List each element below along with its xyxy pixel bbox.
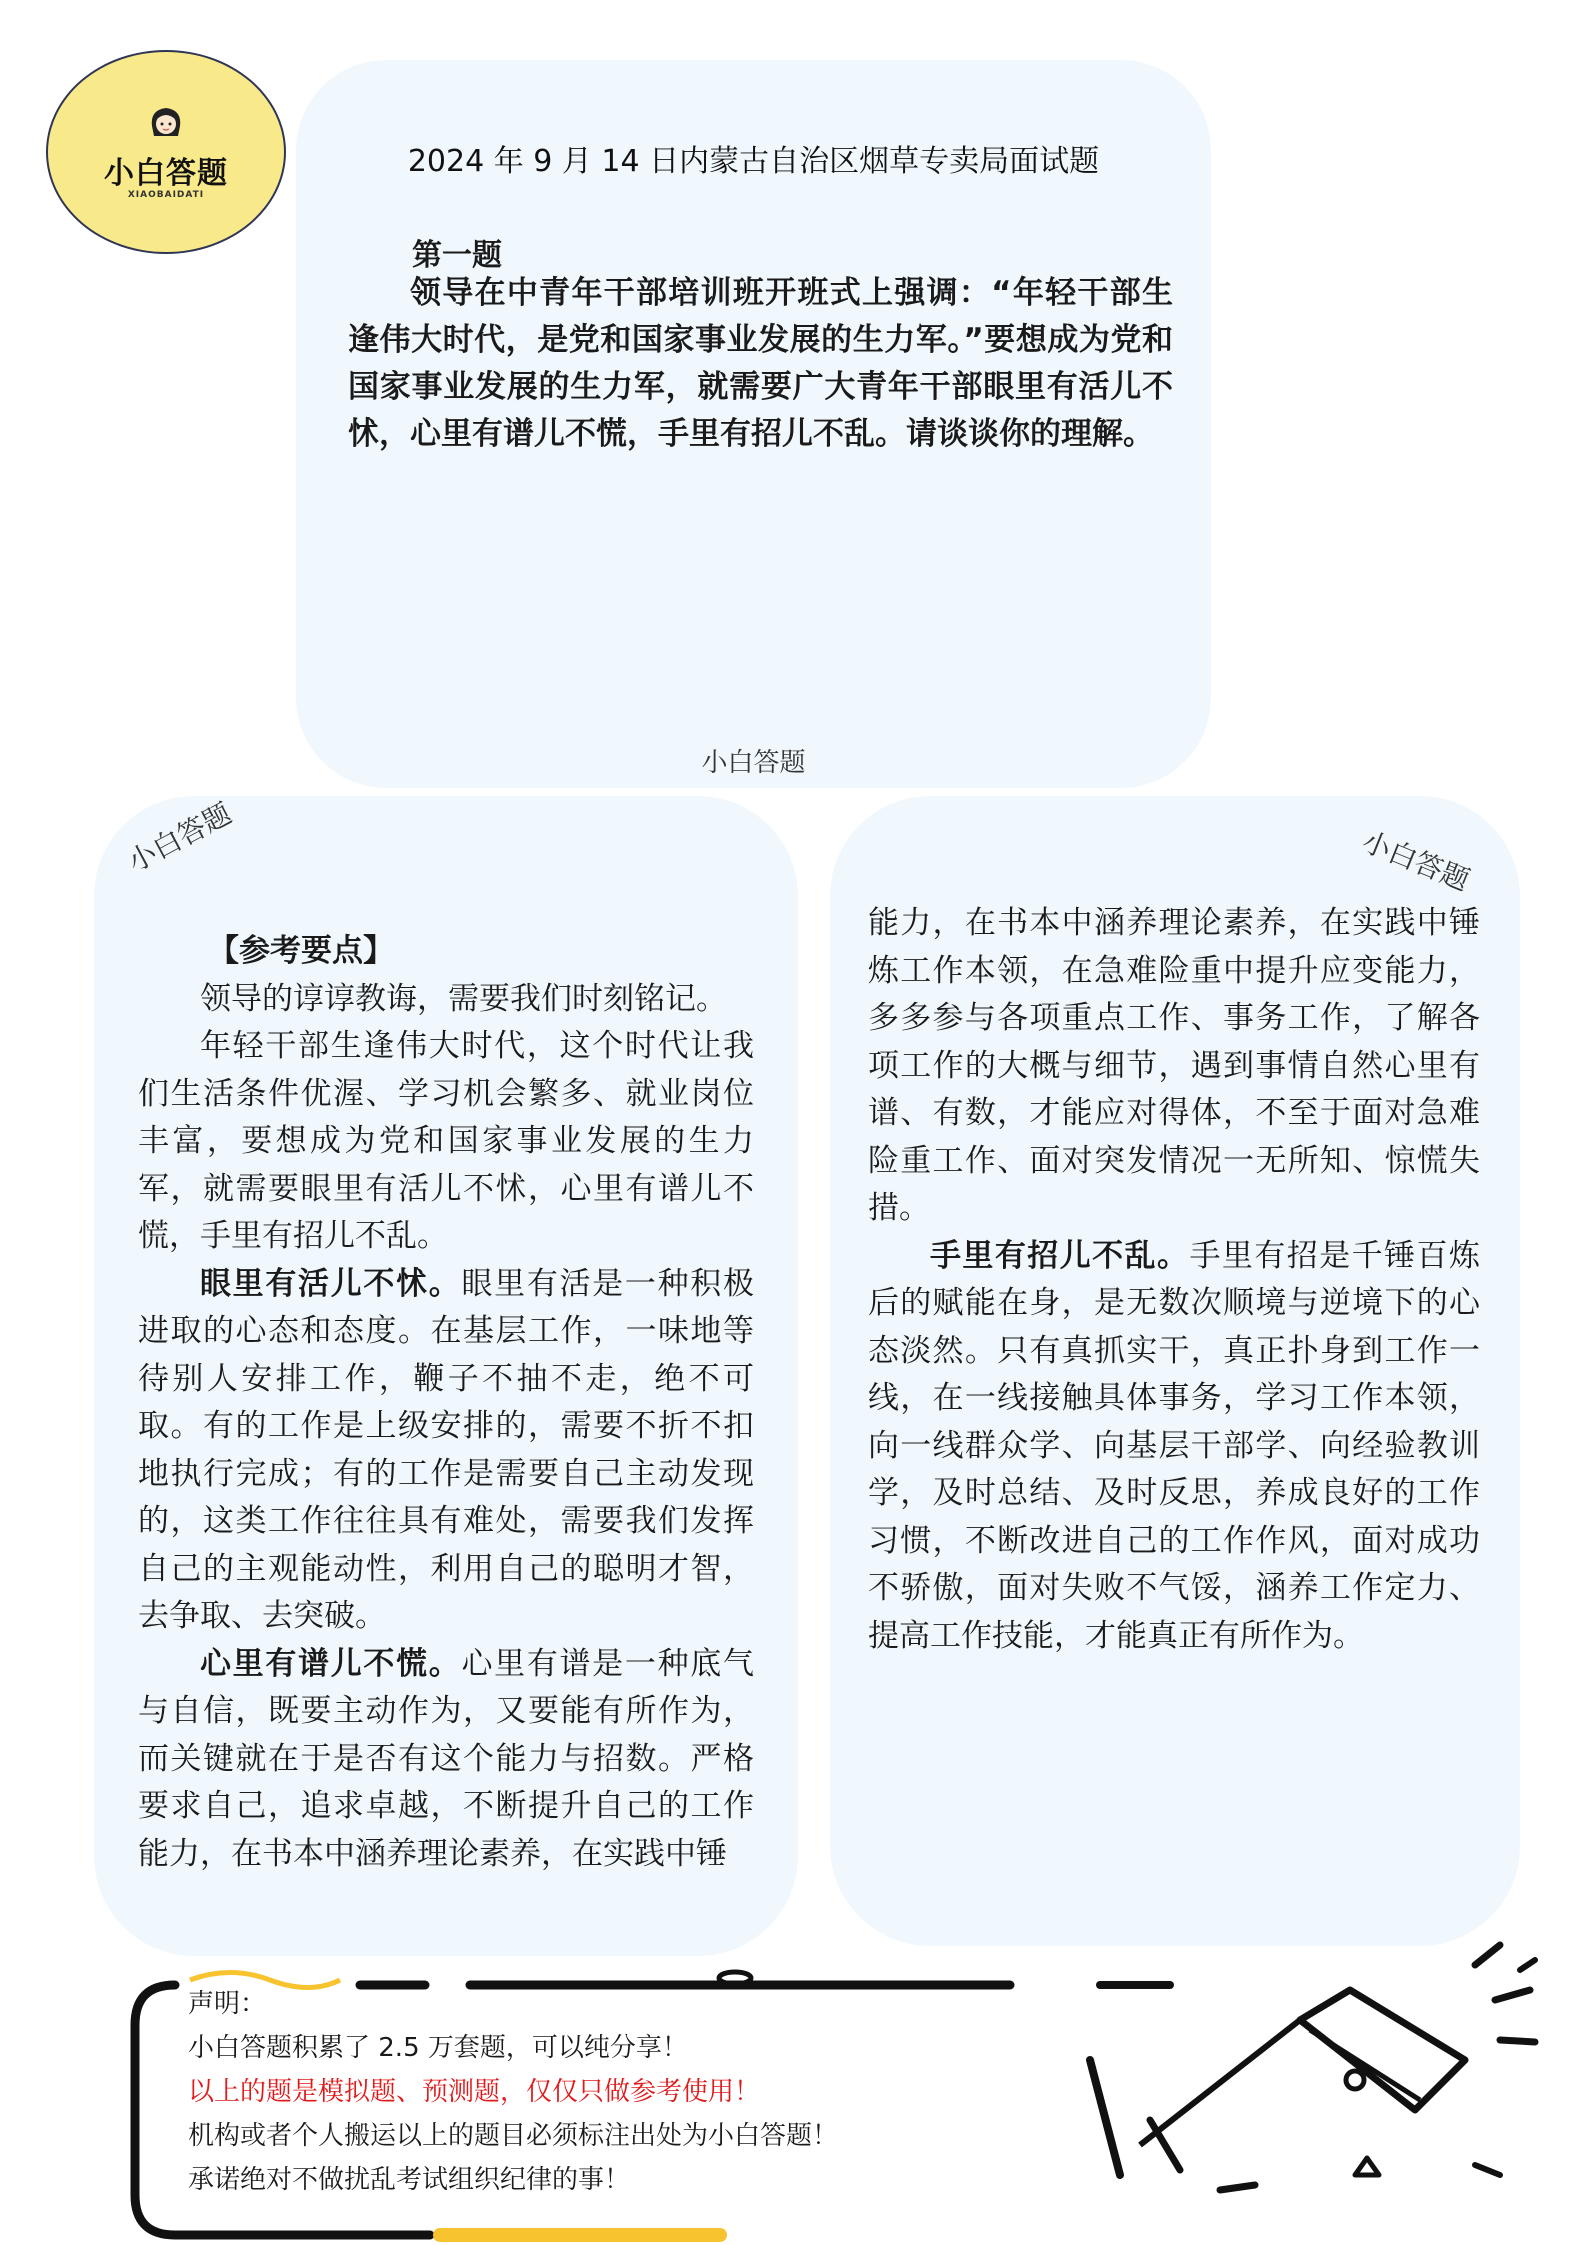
watermark-right: 小白答题 [1357, 824, 1474, 898]
logo-subtext: XIAOBAIDATI [127, 190, 205, 200]
megaphone-icon [1080, 1930, 1587, 2245]
question-body: 领导在中青年干部培训班开班式上强调：“年轻干部生逢伟大时代，是党和国家事业发展的生力军。”要想成为党和国家事业发展的生力军，就需要广大青年干部眼里有活儿不怵，心里有谱儿不慌，手里有招儿不乱。请谈谈你的理解。 [348, 275, 1173, 452]
notice-line: 机构或者个人搬运以上的题目必须标注出处为小白答题！ [188, 2121, 839, 2151]
notice-warning: 以上的题是模拟题、预测题，仅仅只做参考使用！ [188, 2077, 761, 2107]
watermark-left: 小白答题 [122, 796, 237, 879]
answer-paragraph [138, 1261, 754, 1641]
answer-paragraph: 年轻干部生逢伟大时代，这个时代让我们生活条件优渥、学习机会繁多、就业岗位丰富，要想成为党和国家事业发展的生力军，就需要眼里有活儿不怵，心里有谱儿不慌，手里有招儿不乱。 [138, 1028, 754, 1254]
logo-badge [46, 50, 286, 254]
cartoon-girl-icon [148, 104, 184, 140]
answer-point-text: 手里有招是千锤百炼后的赋能在身，是无数次顺境与逆境下的心态淡然。只有真抓实干，真正扑身到工作一线，在一线接触具体事务，学习工作本领，向一线群众学、向基层干部学、向经验教训学，及时总结、及时反思，养成良好的工作习惯，不断改进自己的工作作风，面对成功不骄傲，面对失败不气馁，涵养工作定力、提高工作技能，才能真正有所作为。 [868, 1237, 1480, 1654]
answer-paragraph [138, 1641, 754, 1879]
notice-title: 声明： [188, 1989, 267, 2019]
answer-point-text: 眼里有活是一种积极进取的心态和态度。在基层工作，一味地等待别人安排工作，鞭子不抽不走，绝不可取。有的工作是上级安排的，需要不折不扣地执行完成；有的工作是需要自己主动发现的，这类工作往往具有难处，需要我们发挥自己的主观能动性，利用自己的聪明才智，去争取、去突破。 [138, 1265, 754, 1634]
answer-paragraph: 能力，在书本中涵养理论素养，在实践中锤炼工作本领，在急难险重中提升应变能力，多多参与各项重点工作、事务工作，了解各项工作的大概与细节，遇到事情自然心里有谱、有数，才能应对得体，不至于面对急难险重工作、面对突发情况一无所知、惊慌失措。 [868, 905, 1480, 1226]
answer-column-right [868, 900, 1480, 1660]
answer-paragraph: 领导的谆谆教诲，需要我们时刻铭记。 [200, 980, 727, 1017]
answer-point-title: 眼里有活儿不怵。 [200, 1265, 462, 1302]
question-heading: 第一题 [412, 238, 502, 273]
answer-point-title: 心里有谱儿不慌。 [200, 1645, 462, 1682]
page-title: 2024 年 9 月 14 日内蒙古自治区烟草专卖局面试题 [407, 144, 1100, 179]
answer-heading: 【参考要点】 [208, 933, 394, 969]
logo-text: 小白答题 [104, 156, 228, 191]
notice-line: 小白答题积累了 2.5 万套题，可以纯分享！ [188, 2033, 688, 2063]
answer-point-text: 心里有谱是一种底气与自信，既要主动作为，又要能有所作为，而关键就在于是否有这个能力与招数。严格要求自己，追求卓越，不断提升自己的工作能力，在书本中涵养理论素养，在实践中锤 [138, 1645, 754, 1872]
answer-paragraph [868, 1233, 1480, 1661]
answer-point-title: 手里有招儿不乱。 [930, 1237, 1190, 1274]
notice-text [188, 1982, 838, 2202]
answer-column-left [138, 928, 754, 1878]
notice-line: 承诺绝对不做扰乱考试组织纪律的事！ [188, 2165, 631, 2195]
watermark-top: 小白答题 [701, 748, 806, 778]
